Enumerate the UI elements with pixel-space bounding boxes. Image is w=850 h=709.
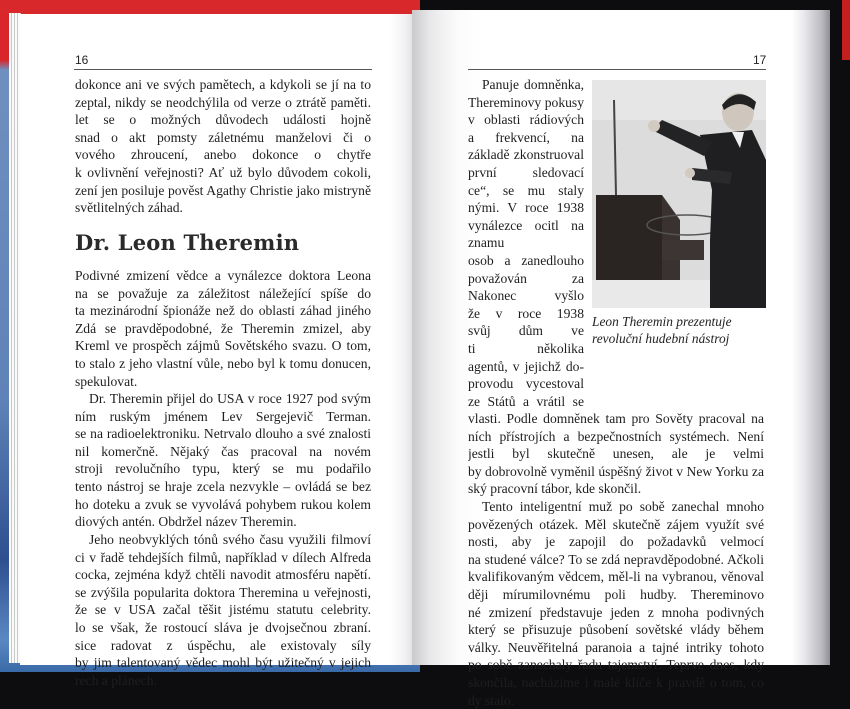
text-line: k ovlivnění veřejnosti? Ať už bylo důvodem cokoli, (75, 164, 371, 180)
text-line: Podivné zmizení vědce a vynálezce doktora Leona (75, 268, 371, 283)
text-line: povězených otázek. Měl skutečně zájem využít své (468, 516, 764, 532)
text-line: svůj dům ve (468, 323, 584, 339)
page-number-right: 17 (753, 53, 767, 67)
text-line: né zmizení představuje jeden z mnoha podivných (468, 604, 764, 620)
text-line: ta mezinárodní špionáže než do oblasti záhad jiného (75, 303, 371, 319)
text-line: ději mírumilovnému poli hudby. Thereminovo (468, 586, 764, 602)
text-line: dokonce ani ve svých pamětech, a kdykoli se jí na to (75, 77, 371, 92)
text-line: jestli byl skutečně unesen, ale je velmi (468, 446, 764, 462)
text-line: a frekvencí, na (468, 129, 584, 145)
paragraph-3 (75, 531, 371, 689)
text-line: agentů, v jejichž do- (468, 358, 584, 374)
text-line: se zvýšila popularita doktora Theremina u veřejnosti, (75, 584, 371, 600)
text-line: lo se však, že rostoucí sláva je dvojsečnou zbraní. (75, 619, 371, 635)
right-final-paragraph (468, 498, 764, 709)
text-line: osob a zanedlouho (468, 252, 584, 268)
text-line: nosti, aby je zapojil do požadavků velmocí (468, 534, 764, 550)
text-line: Kreml ve prospěch zájmů Sovětského svazu. O tom, (75, 338, 371, 354)
book-cover-red-band (0, 0, 420, 14)
text-line: Jeho neobvyklých tónů svého času využili filmoví (89, 532, 371, 547)
text-line: by jim talentovaný vědec mohl být užitečný v jejich (75, 655, 371, 671)
photo-caption: Leon Theremin prezentuje revoluční hudební nástroj (592, 314, 732, 347)
text-line: Nakonec vyšlo (468, 288, 584, 304)
text-line: vlasti. Podle domněnek tam pro Sověty pracoval na (468, 411, 764, 426)
text-line: cocka, zejména když chtěli navodit atmosféru napětí. (75, 567, 371, 583)
book-cover-right-edge (842, 0, 850, 60)
text-line: zení jen posiluje pověst Agathy Christie jako mistryně (75, 182, 371, 198)
text-line: sice radovat z úspěchu, ale existovaly síly (75, 637, 371, 653)
text-line: ce“, se mu staly (468, 182, 584, 198)
text-line: ních přístrojích a bezpečnostních systémech. Není (468, 428, 764, 444)
text-line: Zdá se pravděpodobné, že Theremin zmizel, aby (75, 320, 371, 336)
text-line: na se považuje za záležitost náležející spíše do (75, 285, 371, 301)
text-line: by dobrovolně vyměnil úspěšný život v New Yorku za (468, 463, 764, 479)
text-line: Panuje domněnka, (482, 77, 584, 92)
text-line: po sobě zanechaly řadu tajemství. Teprve dnes, kdy (468, 657, 764, 673)
text-line: Thereminovy pokusy (468, 94, 584, 110)
text-line: provodu vycestoval (468, 376, 584, 392)
text-line: Dr. Theremin přijel do USA v roce 1927 pod svým (89, 391, 371, 406)
text-line: to stalo z jeho vlastní vůle, nebo byl k tomu donucen, (75, 355, 371, 371)
page-number-left: 16 (75, 53, 89, 67)
paragraph-1 (75, 267, 371, 390)
text-line: na studené válce? To se zdá nepravděpodobné. Ačkoli (468, 551, 764, 567)
text-line: ti několika (468, 340, 584, 356)
text-line: se na radioelektroniku. Netrvalo dlouho a své znalosti (75, 426, 371, 442)
text-line: znamu (468, 235, 505, 251)
header-rule-right (468, 69, 766, 70)
text-line: tento nástroj se hraje zcela nezvykle – ovládá se bez (75, 478, 371, 494)
text-line: Tento inteligentní muž po sobě zanechal mnoho (482, 499, 764, 514)
section-heading: Dr. Leon Theremin (75, 230, 300, 255)
text-line: snad o akt pomsty záletnému manželovi či o (75, 129, 371, 145)
text-line: vového zhroucení, anebo dokonce o chytře (75, 147, 371, 163)
text-line: že v roce 1938 (468, 305, 584, 321)
left-intro-paragraph (75, 76, 371, 217)
paragraph-2 (75, 390, 371, 531)
text-line: nými. V roce 1938 (468, 200, 584, 216)
text-line: vynálezce ocitl na (468, 217, 584, 233)
narrow-column-text (468, 76, 584, 410)
text-line: skončila, nacházíme i malé klíče k pravdě o tom, co (468, 674, 764, 690)
text-line: že se v USA začal těšit jistému statutu celebrity. (75, 602, 371, 618)
text-line: první sledovací (468, 164, 584, 180)
text-line: spekulovat. (75, 373, 138, 389)
text-line: nil komerčně. Nějaký čas pracoval na novém (75, 443, 371, 459)
text-line: zeptal, nikdy se neodchýlila od verze o ztrátě paměti. (75, 94, 371, 110)
text-line: rech a plánech. (75, 672, 157, 688)
text-line: ci v řadě tehdejších filmů, například v dílech Alfreda (75, 549, 371, 565)
text-line: stroji revolučního typu, který se mu podařilo (75, 461, 371, 477)
header-rule-left (74, 69, 372, 70)
right-paragraph-continued (468, 410, 764, 498)
text-line: ním ruským jménem Lev Sergejevič Terman. (75, 408, 371, 424)
text-line: který se přisuzuje působení sovětské vlády během (468, 622, 764, 638)
text-line: světlitelných záhad. (75, 200, 183, 216)
text-line: války. Neuvěřitelná paranoia a tajné intriky tohoto (468, 639, 764, 655)
text-line: v oblasti rádiových (468, 112, 584, 128)
text-line: ský pracovní tábor, kde skončil. (468, 481, 642, 497)
text-line: považován za (468, 270, 584, 286)
theremin-illustration (592, 80, 766, 308)
theremin-photo (592, 80, 766, 308)
text-line: let se o možných důvodech události hojně (75, 112, 371, 128)
text-line: diových antén. Obdržel název Theremin. (75, 514, 297, 530)
text-line: dy stalo. (468, 692, 515, 708)
text-line: ho doteku a zvuk se vyvolává pohybem rukou kolem (75, 496, 371, 512)
text-line: ze Států a vrátil se (468, 393, 584, 409)
text-line: základě zkonstruoval (468, 147, 584, 163)
text-line: kvalifikovaným vědcem, měl-li na vybranou, věnoval (468, 569, 764, 585)
